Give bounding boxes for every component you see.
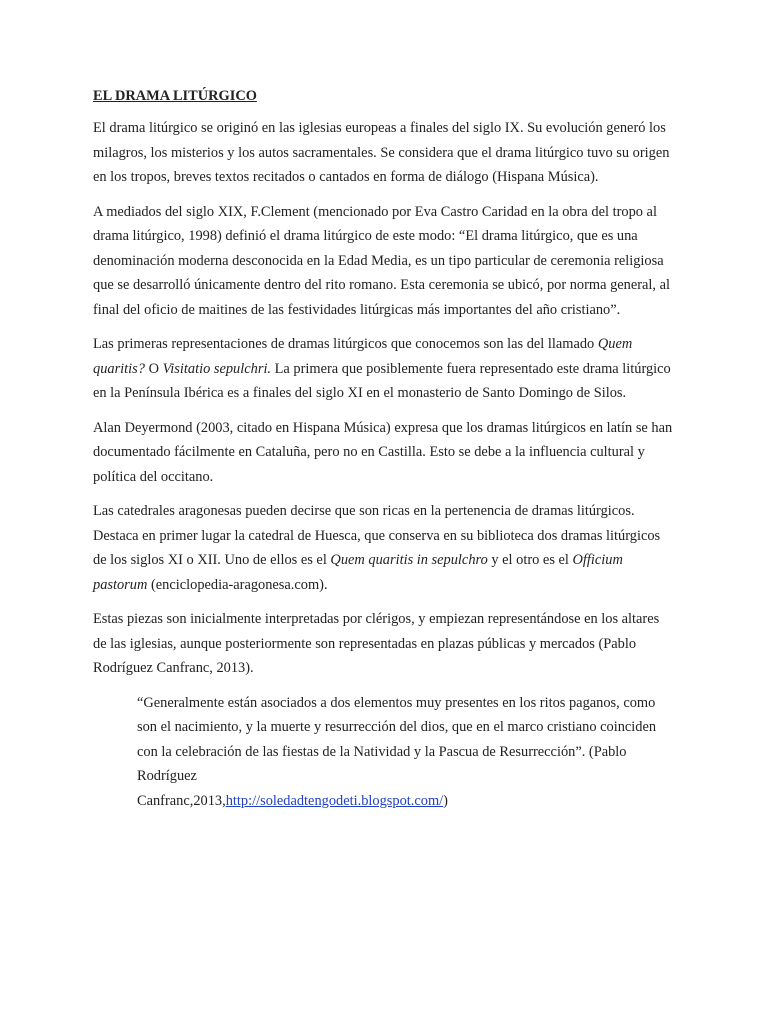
quote-text: “Generalmente están asociados a dos elementos muy presentes en los ritos paganos, como son el nacimiento, y la muerte y resurrección del dios, que en el marco cristiano coinciden con la celebración de las fiestas de la Natividad y la Pascua de Resurrección”. (Pablo Rodríguez <box>137 694 657 784</box>
document-title: EL DRAMA LITÚRGICO <box>93 88 257 104</box>
italic-title-visitatio: Visitatio sepulchri. <box>162 360 272 377</box>
source-link[interactable]: http://soledadtengodeti.blogspot.com/ <box>225 792 444 809</box>
paragraph-text: O <box>144 360 163 377</box>
paragraph-text: y el otro es el <box>487 552 573 568</box>
paragraph-deyermond: Alan Deyermond (2003, citado en Hispana Música) expresa que los dramas litúrgicos en latín se han documentado fácilmente en Cataluña, pero no en Castilla. Esto se debe a la influencia cultural y política del occitano. <box>93 419 673 485</box>
paragraph-interpretation: Estas piezas son inicialmente interpretadas por clérigos, y empiezan representándose en los altares de las iglesias, aunque posteriormente son representadas en plazas públicas y mercados (Pablo Rodríguez Canfranc, 2013). <box>93 611 660 676</box>
italic-title-quem-quaritis-sepulchro: Quem quaritis in sepulchro <box>330 552 488 568</box>
paragraph-origin: El drama litúrgico se originó en las iglesias europeas a finales del siglo IX. Su evolución generó los milagros, los misterios y los autos sacramentales. Se considera que el drama litúrgico tuvo su origen en los tropos, breves textos recitados o cantados en forma de diálogo (Hispana Música). <box>93 120 670 185</box>
quote-citation: Canfranc,2013, <box>137 792 226 809</box>
paragraph-text: La primera que posiblemente fuera representado este drama litúrgico en la Península Ibérica es a finales del siglo XI en el monasterio de Santo Domingo de Silos. <box>93 360 671 401</box>
paragraph-text: Las catedrales aragonesas pueden decirse que son ricas en la pertenencia de dramas litúrgicos. Destaca en primer lugar la catedral de Huesca, que conserva en su biblioteca dos dramas litúrgicos de los siglos XI o XII. Uno de ellos es el <box>93 503 661 568</box>
paragraph-text: Las primeras representaciones de dramas litúrgicos que conocemos son las del llamado <box>93 336 598 352</box>
italic-title-officium-pastorum: Officium pastorum <box>93 552 623 593</box>
paragraph-first-representations <box>93 332 673 406</box>
block-quote <box>137 691 673 814</box>
document-page <box>93 84 673 813</box>
italic-title-quem-quaritis: Quem quaritis? <box>93 336 633 377</box>
paragraph-aragonese-cathedrals <box>93 499 673 597</box>
paragraph-clement-definition: A mediados del siglo XIX, F.Clement (mencionado por Eva Castro Caridad en la obra del tropo al drama litúrgico, 1998) definió el drama litúrgico de este modo: “El drama litúrgico, que es una denominación moderna desconocida en la Edad Media, es un tipo particular de ceremonia religiosa que se desarrolló únicamente dentro del rito romano. Esta ceremonia se ubicó, por norma general, al final del oficio de maitines de las festividades litúrgicas más importantes del año cristiano”. <box>93 203 671 318</box>
quote-close: ) <box>443 792 448 809</box>
paragraph-text: (enciclopedia-aragonesa.com). <box>147 576 328 593</box>
